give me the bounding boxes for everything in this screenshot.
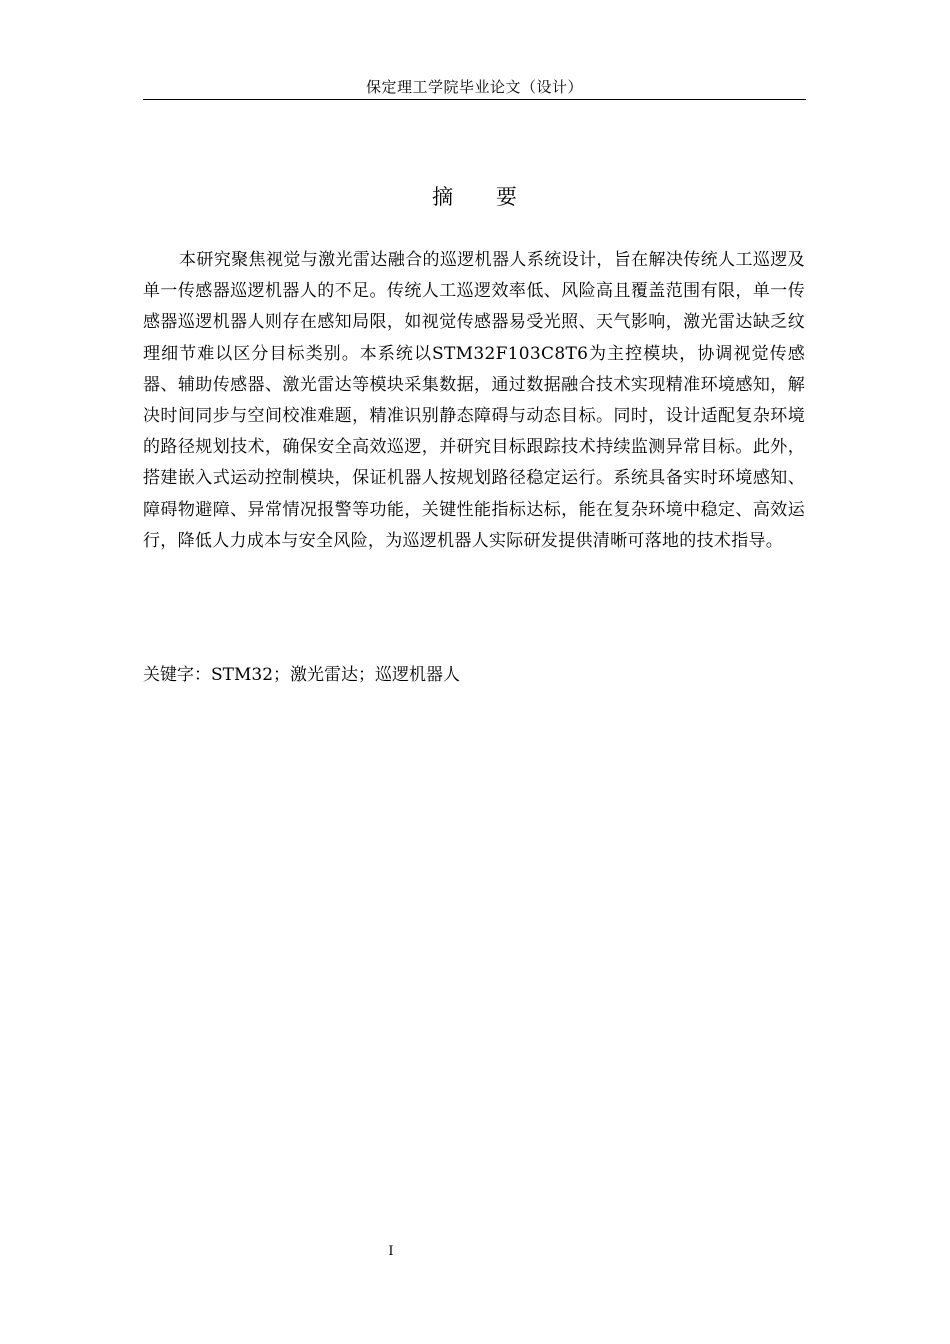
abstract-body: 本研究聚焦视觉与激光雷达融合的巡逻机器人系统设计，旨在解决传统人工巡逻及单一传感器巡逻机器人的不足。传统人工巡逻效率低、风险高且覆盖范围有限，单一传感器巡逻机器人则存在感知局限，如视觉传感器易受光照、天气影响，激光雷达缺乏纹理细节难以区分目标类别。本系统以STM32F103C8T6为主控模块，协调视觉传感器、辅助传感器、激光雷达等模块采集数据，通过数据融合技术实现精准环境感知，解决时间同步与空间校准难题，精准识别静态障碍与动态目标。同时，设计适配复杂环境的路径规划技术，确保安全高效巡逻，并研究目标跟踪技术持续监测异常目标。此外，搭建嵌入式运动控制模块，保证机器人按规划路径稳定运行。系统具备实时环境感知、障碍物避障、异常情况报警等功能，关键性能指标达标，能在复杂环境中稳定、高效运行，降低人力成本与安全风险，为巡逻机器人实际研发提供清晰可落地的技术指导。 [143, 250, 805, 551]
abstract-title: 摘 要 [432, 185, 535, 209]
page-number: I [388, 1244, 394, 1259]
keywords-value: STM32；激光雷达；巡逻机器人 [211, 665, 461, 685]
keywords-line [143, 660, 805, 690]
header-rule [143, 99, 806, 100]
running-header: 保定理工学院毕业论文（设计） [365, 78, 583, 96]
keywords-label: 关键字： [143, 665, 211, 685]
